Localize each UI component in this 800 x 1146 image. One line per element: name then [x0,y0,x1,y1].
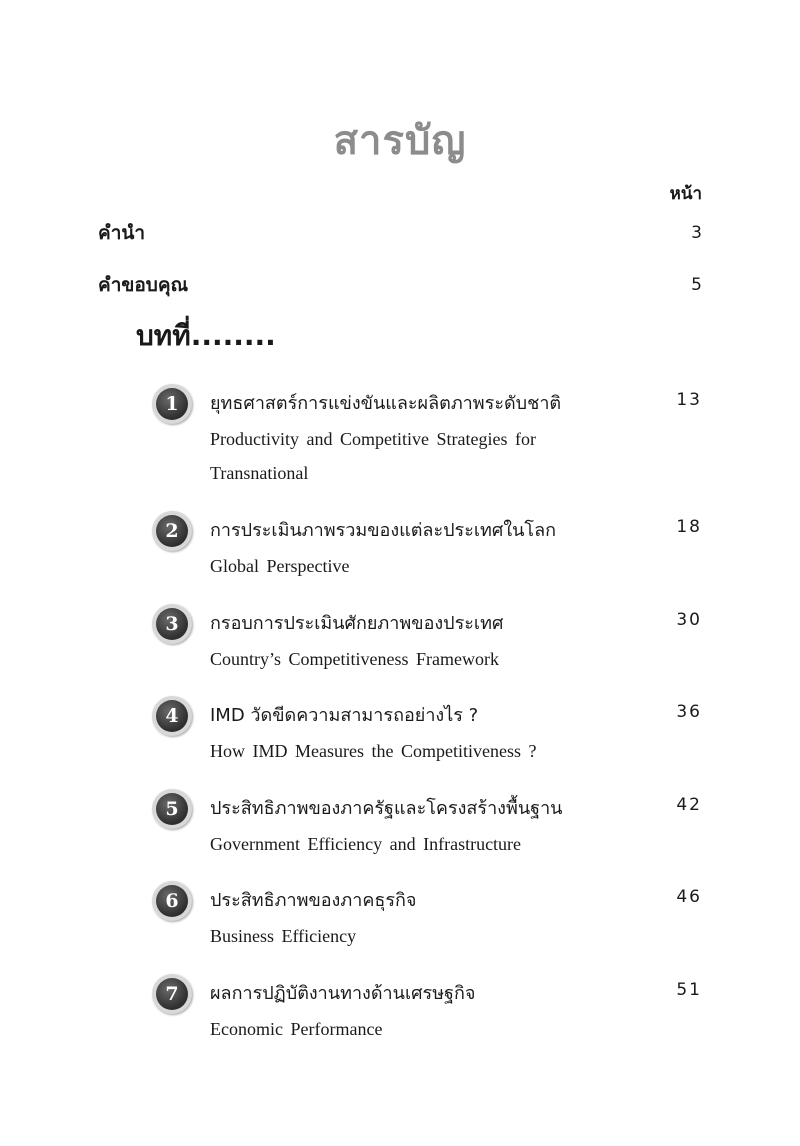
chapter-number-badge: 4 [152,696,192,736]
chapter-english-title: Country’s Competitiveness Framework [210,649,499,669]
chapter-number-badge: 2 [152,511,192,551]
chapter-english-title: Economic Performance [210,1019,383,1039]
chapter-page-number: 46 [676,887,702,907]
toc-entry-label: คำนำ [98,222,146,244]
chapter-page-number: 13 [676,390,702,410]
page-title: สารบัญ [333,118,467,164]
chapter-page-number: 30 [676,610,702,630]
chapters-heading: บทที่........ [136,319,276,352]
page-column-header: หน้า [669,184,702,204]
chapter-english-title: Government Efficiency and Infrastructure [210,834,522,854]
chapter-number-badge: 7 [152,974,192,1014]
chapter-thai-title: ผลการปฏิบัติงานทางด้านเศรษฐกิจ [210,983,476,1004]
chapter-number-badge: 6 [152,881,192,921]
chapter-number-badge: 1 [152,384,192,424]
chapter-page-number: 42 [676,795,702,815]
chapter-number-badge: 5 [152,789,192,829]
chapter-english-title: Global Perspective [210,556,350,576]
chapter-english-title: Business Efficiency [210,926,357,946]
chapter-number-badge: 3 [152,604,192,644]
chapter-english-title: Productivity and Competitive Strategies for Transnational [210,429,536,483]
toc-entry-label: คำขอบคุณ [98,274,189,296]
chapter-page-number: 36 [676,702,702,722]
chapter-thai-title: การประเมินภาพรวมของแต่ละประเทศในโลก [210,520,557,541]
chapter-thai-title: ประสิทธิภาพของภาครัฐและโครงสร้างพื้นฐาน [210,798,563,819]
chapter-english-title: How IMD Measures the Competitiveness ? [210,741,537,761]
chapter-thai-title: ยุทธศาสตร์การแข่งขันและผลิตภาพระดับชาติ [210,393,562,414]
chapter-page-number: 18 [676,517,702,537]
chapter-thai-title: ประสิทธิภาพของภาคธุรกิจ [210,890,417,911]
toc-entry-acknowledgements[interactable] [98,270,702,300]
chapter-thai-title: กรอบการประเมินศักยภาพของประเทศ [210,613,504,634]
toc-entry-page: 3 [691,223,702,243]
toc-entry-preface[interactable] [98,218,702,248]
chapter-page-number: 51 [676,980,702,1000]
chapter-thai-title: IMD วัดขีดความสามารถอย่างไร ? [210,705,479,726]
toc-entry-page: 5 [691,275,702,295]
